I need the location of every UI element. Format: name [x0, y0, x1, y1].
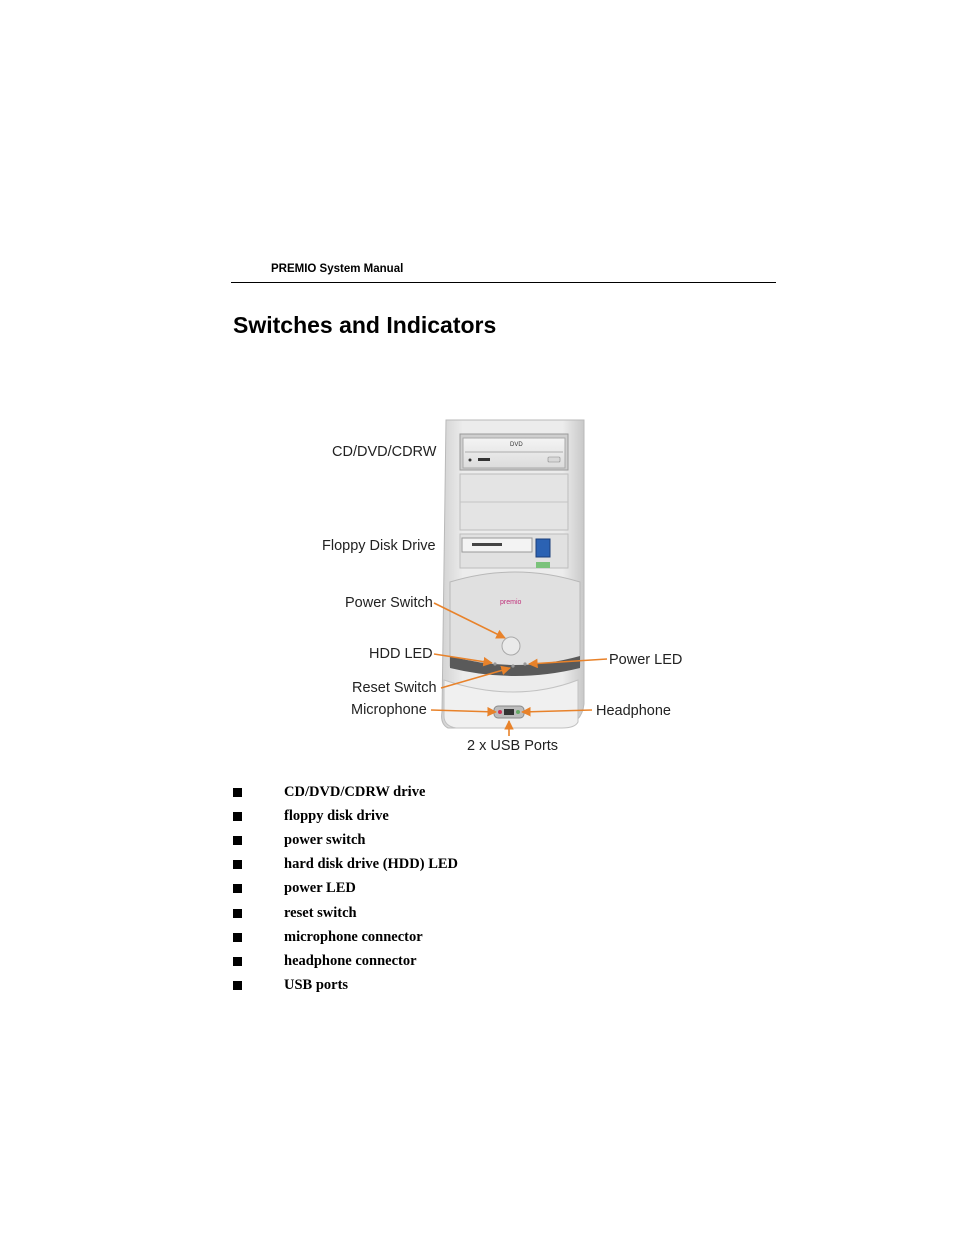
component-list [233, 780, 458, 998]
list-item-text: USB ports [284, 977, 349, 994]
callout-reset-switch: Reset Switch [352, 680, 437, 696]
list-item-text: headphone connector [284, 952, 417, 969]
list-item [233, 828, 458, 852]
headphone-jack [516, 710, 520, 714]
eject-button [548, 457, 560, 462]
power-led-dot [523, 662, 526, 665]
callout-headphone: Headphone [596, 703, 671, 719]
power-switch-button [502, 637, 520, 655]
list-item [233, 780, 458, 804]
reset-switch-dot [511, 664, 514, 667]
list-item [233, 974, 458, 998]
callout-cd-dvd: CD/DVD/CDRW [332, 444, 437, 460]
callout-power-led: Power LED [609, 652, 683, 668]
bullet-square-icon [233, 788, 242, 797]
drive-slot-icon [478, 458, 490, 461]
list-item [233, 925, 458, 949]
list-item [233, 804, 458, 828]
list-item-text: hard disk drive (HDD) LED [284, 856, 459, 873]
premio-logo: premio [500, 599, 522, 606]
hdd-led-dot [493, 662, 496, 665]
list-item-text: microphone connector [284, 928, 423, 945]
list-item-text: power LED [284, 880, 356, 897]
bullet-square-icon [233, 884, 242, 893]
callout-power-switch: Power Switch [345, 595, 433, 611]
sticker-small [536, 562, 550, 568]
list-item [233, 853, 458, 877]
list-item-text: CD/DVD/CDRW drive [284, 783, 426, 800]
callout-floppy: Floppy Disk Drive [322, 538, 436, 554]
bullet-square-icon [233, 836, 242, 845]
list-item-text: reset switch [284, 904, 357, 921]
header-rule [231, 282, 776, 283]
bullet-square-icon [233, 909, 242, 918]
callout-microphone: Microphone [351, 702, 427, 718]
callout-usb-ports: 2 x USB Ports [467, 738, 559, 754]
microphone-jack [498, 710, 502, 714]
bullet-square-icon [233, 981, 242, 990]
drive-badge: DVD [510, 442, 523, 448]
page-title: Switches and Indicators [233, 312, 497, 338]
usb-ports [504, 709, 514, 715]
bullet-square-icon [233, 933, 242, 942]
callout-hdd-led: HDD LED [369, 646, 433, 662]
running-header: PREMIO System Manual [271, 263, 404, 275]
list-item [233, 949, 458, 973]
bullet-square-icon [233, 860, 242, 869]
list-item [233, 877, 458, 901]
pc-front-panel-figure [310, 412, 710, 764]
pc-case-diagram [310, 412, 710, 764]
list-item [233, 901, 458, 925]
bullet-square-icon [233, 812, 242, 821]
list-item-text: power switch [284, 831, 366, 848]
sticker-badge [536, 539, 550, 557]
list-item-text: floppy disk drive [284, 807, 389, 824]
bullet-square-icon [233, 957, 242, 966]
